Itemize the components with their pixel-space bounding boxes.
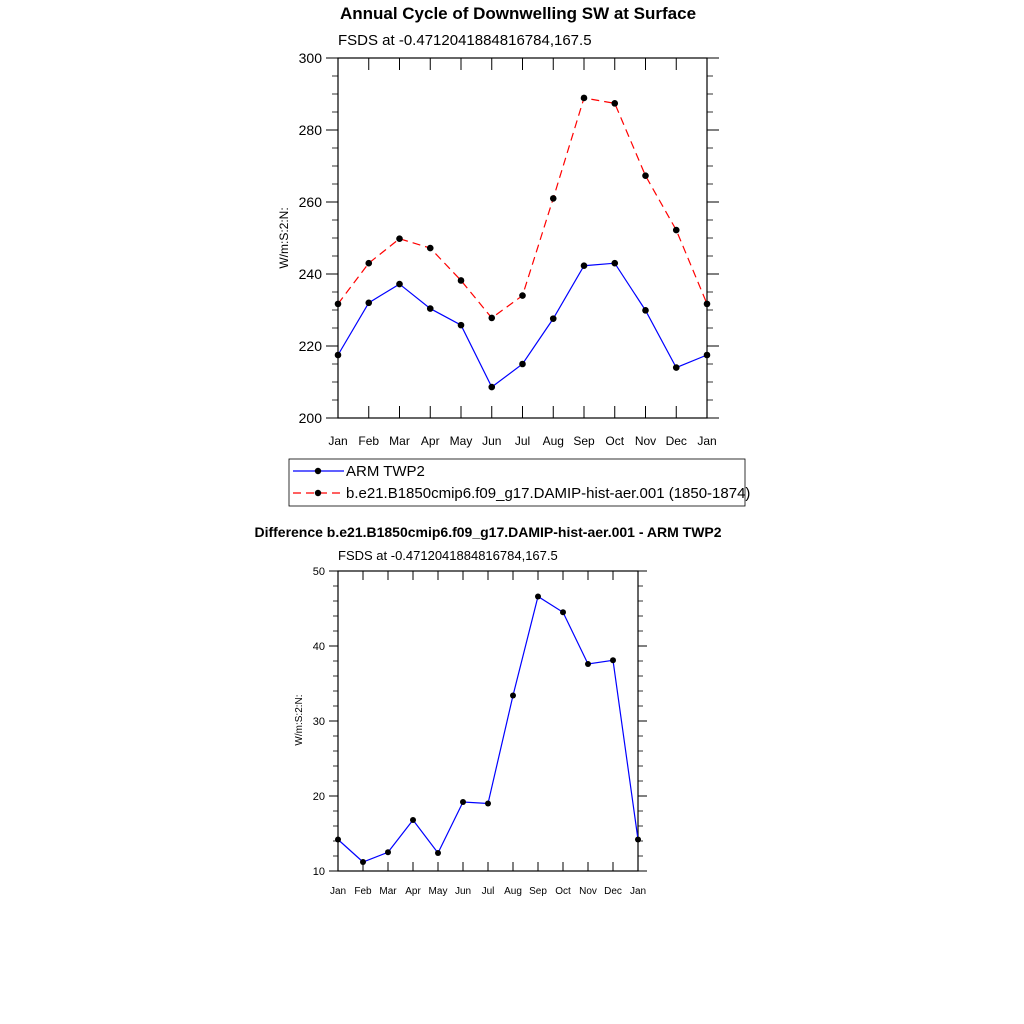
data-point xyxy=(410,817,416,823)
x-tick-label: Jun xyxy=(454,886,472,897)
data-point xyxy=(610,657,616,663)
plot-frame xyxy=(338,571,638,871)
data-point xyxy=(611,260,618,267)
data-point xyxy=(550,195,557,202)
data-point xyxy=(427,305,434,312)
x-tick-label: Nov xyxy=(634,434,657,448)
data-point xyxy=(510,693,516,699)
y-tick-label: 10 xyxy=(312,865,325,878)
series-group xyxy=(335,95,711,391)
chart-title: Difference b.e21.B1850cmip6.f09_g17.DAMIP-hist-aer.001 - ARM TWP2 xyxy=(254,524,722,540)
y-tick-label: 300 xyxy=(298,49,322,66)
data-point xyxy=(427,245,434,252)
data-point xyxy=(396,235,403,242)
x-tick-label: Sep xyxy=(529,886,547,897)
data-point xyxy=(673,227,680,234)
data-point xyxy=(635,837,641,843)
chart-annual-cycle xyxy=(277,4,750,506)
x-tick-label: Apr xyxy=(420,434,440,448)
y-axis-label: W/m:S:2:N: xyxy=(277,207,291,269)
legend-marker-arm xyxy=(315,468,321,474)
x-tick-label: May xyxy=(428,886,448,897)
y-tick-label: 220 xyxy=(298,337,322,354)
y-tick-label: 30 xyxy=(312,715,325,728)
data-point xyxy=(581,262,588,269)
y-tick-label: 260 xyxy=(298,193,322,210)
data-point xyxy=(458,322,465,329)
data-point xyxy=(535,594,541,600)
chart-difference xyxy=(254,524,721,897)
data-point xyxy=(458,277,465,284)
chart-subtitle: FSDS at -0.4712041884816784,167.5 xyxy=(338,32,592,49)
data-point xyxy=(335,837,341,843)
data-point xyxy=(704,301,711,308)
x-tick-label: Jul xyxy=(514,434,531,448)
data-point xyxy=(585,661,591,667)
data-point xyxy=(642,307,649,314)
legend-marker-model xyxy=(315,490,321,496)
data-point xyxy=(611,100,618,107)
x-tick-label: Jan xyxy=(629,886,647,897)
x-tick-label: Dec xyxy=(604,886,622,897)
data-point xyxy=(560,609,566,615)
x-tick-label: Mar xyxy=(379,886,397,897)
legend-label-model: b.e21.B1850cmip6.f09_g17.DAMIP-hist-aer.001 (1850-1874) xyxy=(346,485,751,502)
axes xyxy=(313,566,647,897)
data-point xyxy=(519,361,526,368)
x-tick-label: Jan xyxy=(329,886,347,897)
series-line-0 xyxy=(338,263,707,387)
series-line-1 xyxy=(338,98,707,318)
data-point xyxy=(488,315,495,322)
x-tick-label: Oct xyxy=(555,886,571,897)
x-tick-label: Jan xyxy=(697,434,717,448)
data-point xyxy=(335,301,342,308)
data-point xyxy=(519,292,526,299)
legend xyxy=(289,459,750,506)
chart-subtitle: FSDS at -0.4712041884816784,167.5 xyxy=(338,548,558,563)
x-tick-label: Aug xyxy=(504,886,522,897)
data-point xyxy=(550,315,557,322)
legend-label-arm: ARM TWP2 xyxy=(346,463,425,480)
series-group xyxy=(335,594,641,866)
x-tick-label: Jan xyxy=(328,434,348,448)
x-tick-label: Sep xyxy=(573,434,595,448)
y-tick-label: 280 xyxy=(298,121,322,138)
y-tick-label: 20 xyxy=(312,790,325,803)
chart-title: Annual Cycle of Downwelling SW at Surface xyxy=(339,4,697,23)
x-tick-label: Dec xyxy=(665,434,687,448)
y-tick-label: 40 xyxy=(312,640,325,653)
y-tick-label: 50 xyxy=(312,565,325,578)
data-point xyxy=(335,352,342,359)
x-tick-label: Feb xyxy=(358,434,380,448)
series-line-0 xyxy=(338,597,638,863)
x-tick-label: May xyxy=(449,434,473,448)
data-point xyxy=(396,281,403,288)
x-tick-label: Apr xyxy=(405,886,421,897)
y-tick-label: 200 xyxy=(298,409,322,426)
x-tick-label: Jun xyxy=(482,434,502,448)
data-point xyxy=(435,850,441,856)
data-point xyxy=(365,300,372,307)
data-point xyxy=(460,799,466,805)
data-point xyxy=(385,849,391,855)
x-tick-label: Aug xyxy=(542,434,564,448)
y-tick-label: 240 xyxy=(298,265,322,282)
data-point xyxy=(581,95,588,102)
axes xyxy=(299,50,719,448)
data-point xyxy=(488,384,495,391)
data-point xyxy=(360,859,366,865)
data-point xyxy=(642,172,649,179)
data-point xyxy=(485,801,491,807)
y-axis-label: W/m:S:2:N: xyxy=(294,694,305,746)
x-tick-label: Nov xyxy=(579,886,597,897)
data-point xyxy=(673,364,680,371)
data-point xyxy=(365,260,372,267)
x-tick-label: Feb xyxy=(354,886,372,897)
x-tick-label: Jul xyxy=(481,886,495,897)
data-point xyxy=(704,352,711,359)
x-tick-label: Oct xyxy=(605,434,625,448)
x-tick-label: Mar xyxy=(389,434,410,448)
